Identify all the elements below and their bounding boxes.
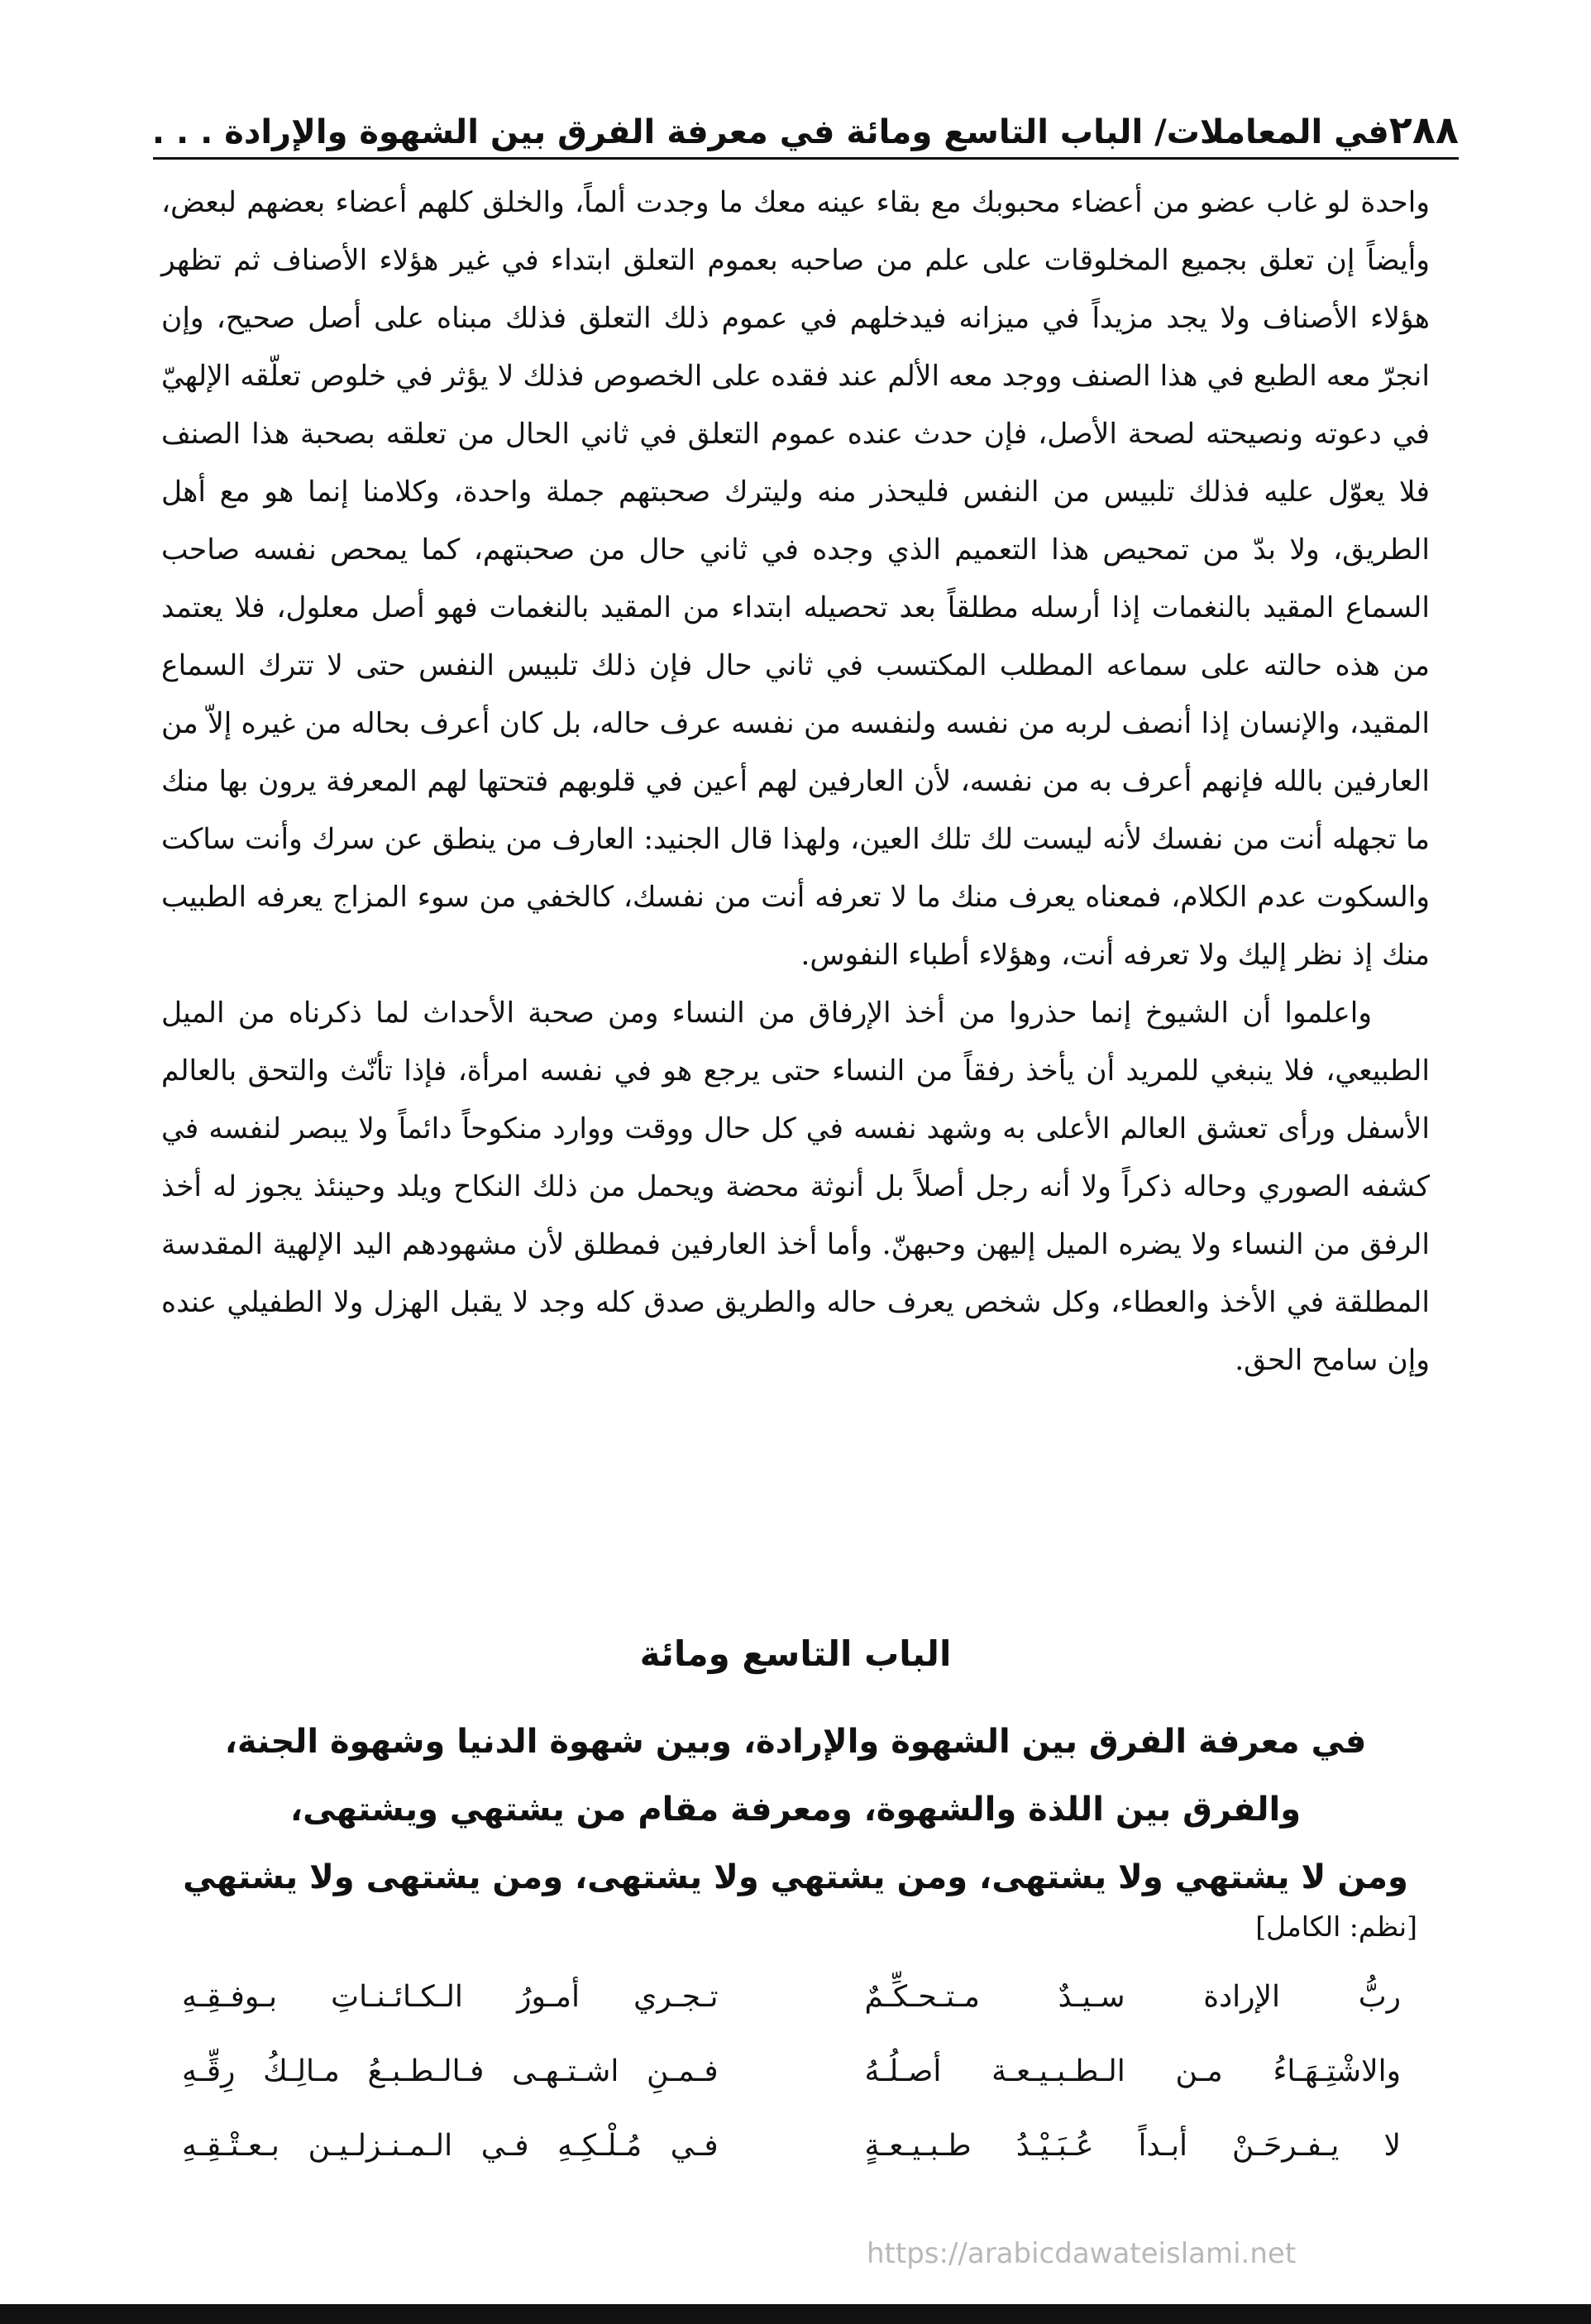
verse-first-hemistich: ربُّ الإرادة سـيـدٌ مـتـحـكِّـمٌ [864, 1980, 1401, 2014]
chapter-title: الباب التاسع ومائة [639, 1633, 952, 1674]
watermark-url: https://arabicdawateislami.net [867, 2237, 1297, 2270]
paragraph-2: واعلموا أن الشيوخ إنما حذروا من أخذ الإرفاق من النساء ومن صحبة الأحداث لما ذكرناه من الميل الطبيعي، فلا ينبغي للمريد أن يأخذ رفقاً من النساء حتى يرجع هو في نفسه امرأة، فإذا تأنّث والتحق بالعالم الأسفل ورأى تعشق العالم الأعلى به وشهد نفسه في كل حال ووقت ووارد منكوحاً دائماً ولا يبصر لنفسه في كشفه الصوري وحاله ذكراً ولا أنه رجل أصلاً بل أنوثة محضة ويحمل من ذلك النكاح ويلد وحينئذ يجوز له أخذ الرفق من النساء ولا يضره الميل إليهن وحبهنّ. وأما أخذ العارفين فمطلق لأن مشهودهم اليد الإلهية المقدسة المطلقة في الأخذ والعطاء، وكل شخص يعرف حاله والطريق صدق كله وجد لا يقبل الهزل ولا الطفيلي عنده وإن سامح الحق. [161, 997, 1431, 1377]
page-header [151, 91, 1459, 152]
chapter-subtitle-line-3: ومن لا يشتهي ولا يشتهى، ومن يشتهي ولا يشتهى، ومن يشتهى ولا يشتهي [183, 1858, 1408, 1896]
chapter-subtitle-line-2: والفرق بين اللذة والشهوة، ومعرفة مقام من يشتهي ويشتهى، [289, 1791, 1302, 1829]
verse-second-hemistich: فـمـنِ اشـتـهـى فـالـطـبـعُ مـالِـكُ رِقِّـهِ [182, 2054, 719, 2088]
poem [182, 1960, 1401, 2183]
paragraph-1: واحدة لو غاب عضو من أعضاء محبوبك مع بقاء عينه معك ما وجدت ألماً، والخلق كلهم أعضاء بعضهم لبعض، وأيضاً إن تعلق بجميع المخلوقات على علم من صاحبه بعموم التعلق ابتداء في غير هؤلاء الأصناف ثم تظهر هؤلاء الأصناف ولا يجد مزيداً في ميزانه فيدخلهم في عموم ذلك التعلق فذلك مبناه على أصل صحيح، وإن انجرّ معه الطبع في هذا الصنف ووجد معه الألم عند فقده على الخصوص فذلك لا يؤثر في خلوص تعلّقه الإلهيّ في دعوته ونصيحته لصحة الأصل، فإن حدث عنده عموم التعلق في ثاني الحال من تعلقه بصحبة هذا الصنف فلا يعوّل عليه فذلك تلبيس من النفس فليحذر منه وليترك صحبتهم جملة واحدة، وكلامنا إنما هو مع أهل الطريق، ولا بدّ من تمحيص هذا التعميم الذي وجده في ثاني حال من صحبتهم، كما يمحص نفسه صاحب السماع المقيد بالنغمات إذا أرسله مطلقاً بعد تحصيله ابتداء من المقيد بالنغمات فهو أصل معلول، فلا يعتمد من هذه حالته على سماعه المطلب المكتسب في ثاني حال فإن ذلك تلبيس النفس حتى لا تترك السماع المقيد، والإنسان إذا أنصف لربه من نفسه ولنفسه من نفسه عرف حاله، بل كان أعرف بحاله من غيره إلاّ من العارفين بالله فإنهم أعرف به من نفسه، لأن العارفين لهم أعين في قلوبهم فتحتها لهم المعرفة يرون بها منك ما تجهله أنت من نفسك لأنه ليست لك تلك العين، ولهذا قال الجنيد: العارف من ينطق عن سرك وأنت ساكت والسكوت عدم الكلام، فمعناه يعرف منك ما لا تعرفه أنت من نفسك، كالخفي من سوء المزاج يعرفه الطبيب منك إذ نظر إليك ولا تعرفه أنت، وهؤلاء أطباء النفوس. [161, 186, 1430, 972]
poem-verse [182, 2035, 1401, 2109]
verse-first-hemistich: والاشْتِـهَـاءُ مـن الـطـبـيـعـة أصـلُـهُ [864, 2054, 1401, 2088]
page-number: ٢٨٨ [1388, 108, 1459, 152]
verse-first-hemistich: لا يـفـرحَـنْ أبـداً عُـبَـيْـدُ طـبـيـعـةٍ [864, 2129, 1401, 2163]
main-text [161, 174, 1430, 1389]
running-title: في المعاملات/ الباب التاسع ومائة في معرفة الفرق بين الشهوة والإرادة . . . [151, 113, 1389, 151]
scan-bottom-edge [0, 2304, 1591, 2324]
verse-second-hemistich: فـي مُـلْـكِـهِ فـي الـمـنـزلـيـن بـعـتْـقِـهِ [182, 2129, 719, 2163]
poem-verse [182, 2109, 1401, 2183]
chapter-subtitle-line-1: في معرفة الفرق بين الشهوة والإرادة، وبين شهوة الدنيا وشهوة الجنة، [224, 1723, 1367, 1761]
poem-verse [182, 1960, 1401, 2035]
verse-second-hemistich: تـجـري أمـورُ الـكـائـنـاتِ بـوفـقِـهِ [182, 1980, 719, 2014]
poem-meter-note: [نظم: الكامل] [1255, 1910, 1417, 1943]
chapter-subtitle [161, 1708, 1430, 1911]
header-divider [153, 157, 1459, 160]
